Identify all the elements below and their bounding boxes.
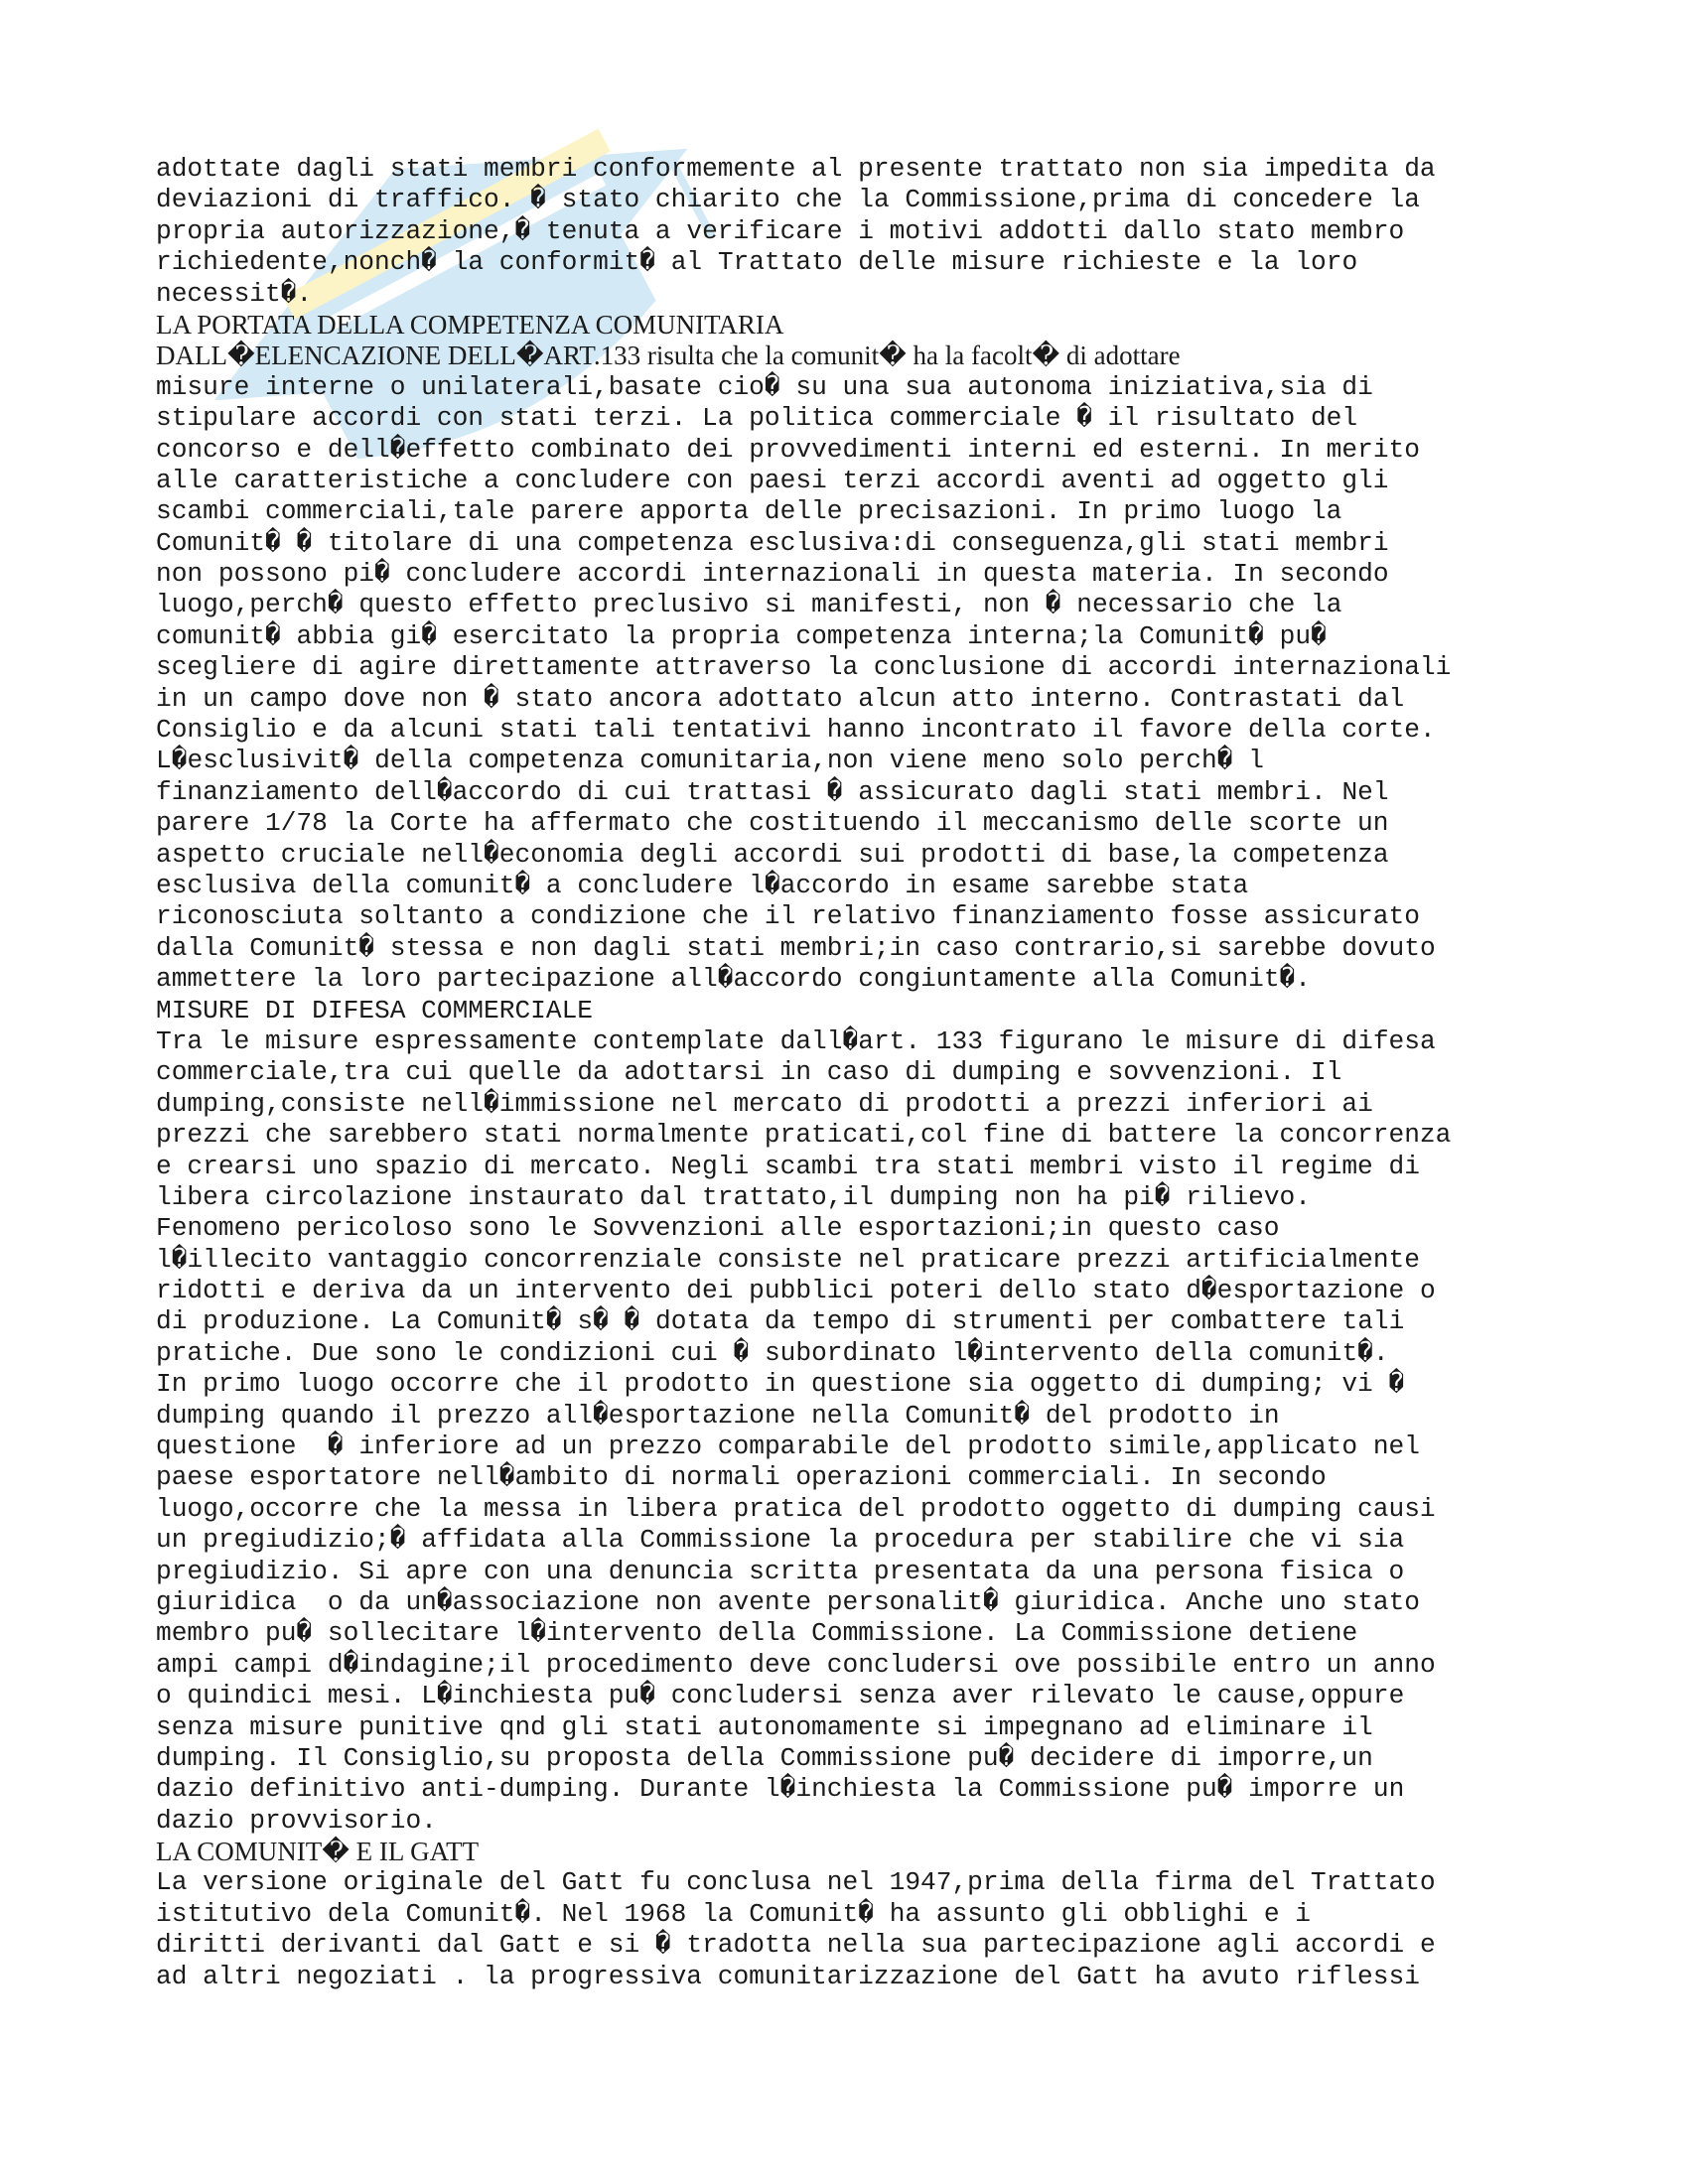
- text-line: luogo,perch� questo effetto preclusivo si manifesti, non � necessario che la: [156, 590, 1342, 620]
- text-line: l�illecito vantaggio concorrenziale consiste nel praticare prezzi artificialmente: [156, 1244, 1420, 1275]
- text-line: diritti derivanti dal Gatt e si � tradotta nella sua partecipazione agli accordi e: [156, 1930, 1436, 1961]
- text-line: in un campo dove non � stato ancora adottato alcun atto interno. Contrastati dal: [156, 683, 1405, 714]
- text-line: stipulare accordi con stati terzi. La politica commerciale � il risultato del: [156, 403, 1358, 434]
- text-line: esclusiva della comunit� a concludere l�accordo in esame sarebbe stata: [156, 870, 1249, 900]
- text-line: deviazioni di traffico. � stato chiarito che la Commissione,prima di concedere la: [156, 185, 1420, 215]
- text-line: Consiglio e da alcuni stati tali tentativi hanno incontrato il favore della corte.: [156, 715, 1436, 746]
- text-line: istitutivo dela Comunit�. Nel 1968 la Comunit� ha assunto gli obblighi e i: [156, 1898, 1312, 1929]
- text-line: alle caratteristiche a concludere con paesi terzi accordi aventi ad oggetto gli: [156, 465, 1389, 495]
- text-line: Tra le misure espressamente contemplate dall�art. 133 figurano le misure di difesa: [156, 1025, 1436, 1056]
- text-line: Fenomeno pericoloso sono le Sovvenzioni alle esportazioni;in questo caso: [156, 1213, 1280, 1244]
- text-line: finanziamento dell�accordo di cui trattasi � assicurato dagli stati membri. Nel: [156, 776, 1389, 807]
- text-line: aspetto cruciale nell�economia degli accordi sui prodotti di base,la competenza: [156, 839, 1389, 870]
- text-line: riconosciuta soltanto a condizione che il relativo finanziamento fosse assicurato: [156, 901, 1420, 932]
- text-line: ampi campi d�indagine;il procedimento deve concludersi ove possibile entro un anno: [156, 1649, 1436, 1680]
- text-line: libera circolazione instaurato dal trattato,il dumping non ha pi� rilievo.: [156, 1181, 1311, 1212]
- text-line: prezzi che sarebbero stati normalmente praticati,col fine di battere la concorrenza: [156, 1120, 1452, 1151]
- text-line: pratiche. Due sono le condizioni cui � subordinato l�intervento della comunit�.: [156, 1337, 1389, 1368]
- text-line: dazio definitivo anti-dumping. Durante l�inchiesta la Commissione pu� imporre un: [156, 1774, 1405, 1805]
- text-line: non possono pi� concludere accordi internazionali in questa materia. In secondo: [156, 559, 1389, 590]
- text-line: questione � inferiore ad un prezzo comparabile del prodotto simile,applicato nel: [156, 1432, 1420, 1462]
- text-line: commerciale,tra cui quelle da adottarsi in caso di dumping e sovvenzioni. Il: [156, 1057, 1342, 1088]
- text-line: Comunit� � titolare di una competenza esclusiva:di conseguenza,gli stati membri: [156, 527, 1389, 558]
- text-line: membro pu� sollecitare l�intervento della Commissione. La Commissione detiene: [156, 1618, 1358, 1649]
- text-line: L�esclusivit� della competenza comunitaria,non viene meno solo perch� l: [156, 746, 1264, 776]
- section-heading: MISURE DI DIFESA COMMERCIALE: [156, 995, 594, 1025]
- text-line: dalla Comunit� stessa e non dagli stati membri;in caso contrario,si sarebbe dovuto: [156, 932, 1436, 963]
- text-line: adottate dagli stati membri conformemente al presente trattato non sia impedita da: [156, 154, 1436, 184]
- text-line: parere 1/78 la Corte ha affermato che costituendo il meccanismo delle scorte un: [156, 808, 1389, 839]
- text-line: pregiudizio. Si apre con una denuncia scritta presentata da una persona fisica o: [156, 1556, 1405, 1586]
- text-line: dumping quando il prezzo all�esportazione nella Comunit� del prodotto in: [156, 1400, 1280, 1431]
- section-heading: LA COMUNIT� E IL GATT: [156, 1837, 480, 1867]
- text-line: propria autorizzazione,� tenuta a verificare i motivi addotti dallo stato membro: [156, 215, 1405, 246]
- text-line: senza misure punitive qnd gli stati autonomamente si impegnano ad eliminare il: [156, 1711, 1373, 1742]
- text-line: necessit�.: [156, 278, 313, 309]
- text-line: misure interne o unilaterali,basate cio� su una sua autonoma iniziativa,sia di: [156, 371, 1373, 402]
- section-heading: LA PORTATA DELLA COMPETENZA COMUNITARIA: [156, 309, 784, 340]
- text-line: In primo luogo occorre che il prodotto in questione sia oggetto di dumping; vi �: [156, 1369, 1405, 1400]
- text-line: ad altri negoziati . la progressiva comunitarizzazione del Gatt ha avuto riflessi: [156, 1961, 1420, 1991]
- text-line: scambi commerciali,tale parere apporta delle precisazioni. In primo luogo la: [156, 496, 1342, 527]
- text-line: scegliere di agire direttamente attraverso la conclusione di accordi internazionali: [156, 652, 1452, 683]
- text-line: concorso e dell�effetto combinato dei provvedimenti interni ed esterni. In merito: [156, 434, 1420, 465]
- text-line: o quindici mesi. L�inchiesta pu� concludersi senza aver rilevato le cause,oppure: [156, 1681, 1405, 1711]
- text-line: La versione originale del Gatt fu conclusa nel 1947,prima della firma del Trattato: [156, 1867, 1436, 1898]
- text-line: luogo,occorre che la messa in libera pratica del prodotto oggetto di dumping causi: [156, 1493, 1436, 1524]
- document-body: [156, 154, 1546, 1992]
- text-line: un pregiudizio;� affidata alla Commissione la procedura per stabilire che vi sia: [156, 1525, 1405, 1556]
- text-line: comunit� abbia gi� esercitato la propria competenza interna;la Comunit� pu�: [156, 620, 1327, 651]
- section-heading: DALL�ELENCAZIONE DELL�ART.133 risulta che la comunit� ha la facolt� di adottare: [156, 341, 1181, 371]
- text-line: richiedente,nonch� la conformit� al Trattato delle misure richieste e la loro: [156, 247, 1358, 278]
- text-line: di produzione. La Comunit� s� � dotata da tempo di strumenti per combattere tali: [156, 1306, 1405, 1337]
- text-line: dumping. Il Consiglio,su proposta della Commissione pu� decidere di imporre,un: [156, 1742, 1373, 1773]
- text-line: paese esportatore nell�ambito di normali operazioni commerciali. In secondo: [156, 1462, 1327, 1493]
- text-line: dumping,consiste nell�immissione nel mercato di prodotti a prezzi inferiori ai: [156, 1088, 1373, 1119]
- text-line: dazio provvisorio.: [156, 1805, 437, 1836]
- text-line: e crearsi uno spazio di mercato. Negli scambi tra stati membri visto il regime di: [156, 1151, 1420, 1181]
- text-line: giuridica o da un�associazione non avente personalit� giuridica. Anche uno stato: [156, 1586, 1421, 1617]
- text-line: ridotti e deriva da un intervento dei pubblici poteri dello stato d�esportazione o: [156, 1276, 1436, 1306]
- text-line: ammettere la loro partecipazione all�accordo congiuntamente alla Comunit�.: [156, 964, 1312, 995]
